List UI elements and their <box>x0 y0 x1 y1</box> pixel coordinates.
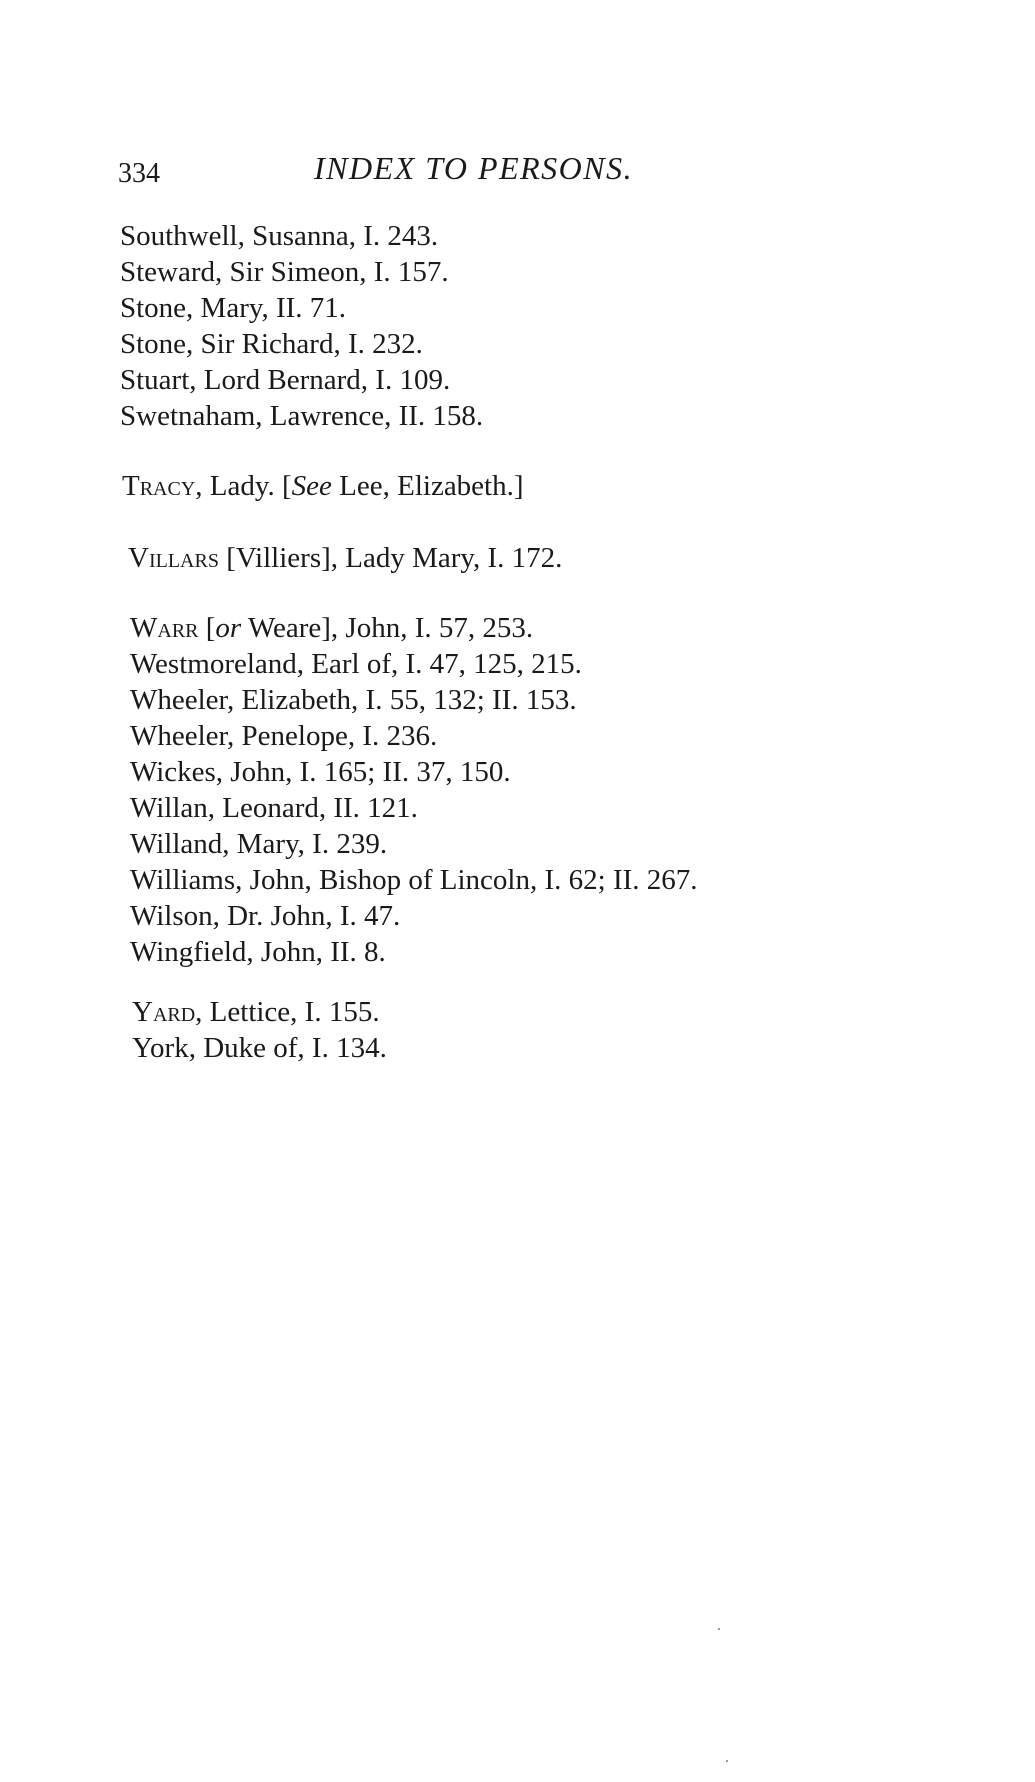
entry-lead-name: Warr <box>130 612 199 644</box>
index-entry: Southwell, Susanna, I. 243. <box>120 220 439 252</box>
index-entry: Williams, John, Bishop of Lincoln, I. 62; II. 267. <box>130 864 698 896</box>
entry-lead-name: Tracy <box>122 470 196 502</box>
index-entry: Stuart, Lord Bernard, I. 109. <box>120 364 451 396</box>
index-entry <box>130 610 698 646</box>
index-group-y <box>132 994 387 1066</box>
index-entry <box>122 468 524 504</box>
paper-speck <box>718 1628 720 1630</box>
index-entry <box>132 994 387 1030</box>
index-group-v <box>128 540 562 576</box>
entry-text-tail: Lee, Elizabeth.] <box>331 470 524 502</box>
index-entry: Wingfield, John, II. 8. <box>130 936 386 968</box>
index-entry: Wheeler, Penelope, I. 236. <box>130 720 438 752</box>
index-entry: Steward, Sir Simeon, I. 157. <box>120 256 449 288</box>
page-header <box>118 150 908 194</box>
index-entry: Willan, Leonard, II. 121. <box>130 792 418 824</box>
index-entry: Wheeler, Elizabeth, I. 55, 132; II. 153. <box>130 684 577 716</box>
index-group-s <box>120 218 483 434</box>
index-entry <box>128 540 562 576</box>
entry-text-tail: Weare], John, I. 57, 253. <box>241 612 534 644</box>
running-title: INDEX TO PERSONS. <box>314 150 634 186</box>
page-number: 334 <box>118 158 160 189</box>
entry-text: , Lady. [ <box>195 470 292 502</box>
index-entry: Willand, Mary, I. 239. <box>130 828 388 860</box>
paper-speck <box>726 1760 728 1762</box>
index-entry: Wickes, John, I. 165; II. 37, 150. <box>130 756 511 788</box>
index-entry: Stone, Sir Richard, I. 232. <box>120 328 423 360</box>
index-entry: Stone, Mary, II. 71. <box>120 292 347 324</box>
entry-text: [ <box>198 612 216 644</box>
index-entry: Westmoreland, Earl of, I. 47, 125, 215. <box>130 648 582 680</box>
index-group-w <box>130 610 698 970</box>
entry-lead-name: Yard <box>132 996 196 1028</box>
entry-text: [Villiers], Lady Mary, I. 172. <box>218 542 563 574</box>
or-variant: or <box>215 612 242 644</box>
see-reference: See <box>291 470 332 502</box>
index-entry: York, Duke of, I. 134. <box>132 1032 387 1064</box>
entry-lead-name: Villars <box>128 542 219 574</box>
entry-text: , Lettice, I. 155. <box>195 996 380 1028</box>
index-group-t <box>122 468 524 504</box>
index-entry: Swetnaham, Lawrence, II. 158. <box>120 400 484 432</box>
index-entry: Wilson, Dr. John, I. 47. <box>130 900 401 932</box>
